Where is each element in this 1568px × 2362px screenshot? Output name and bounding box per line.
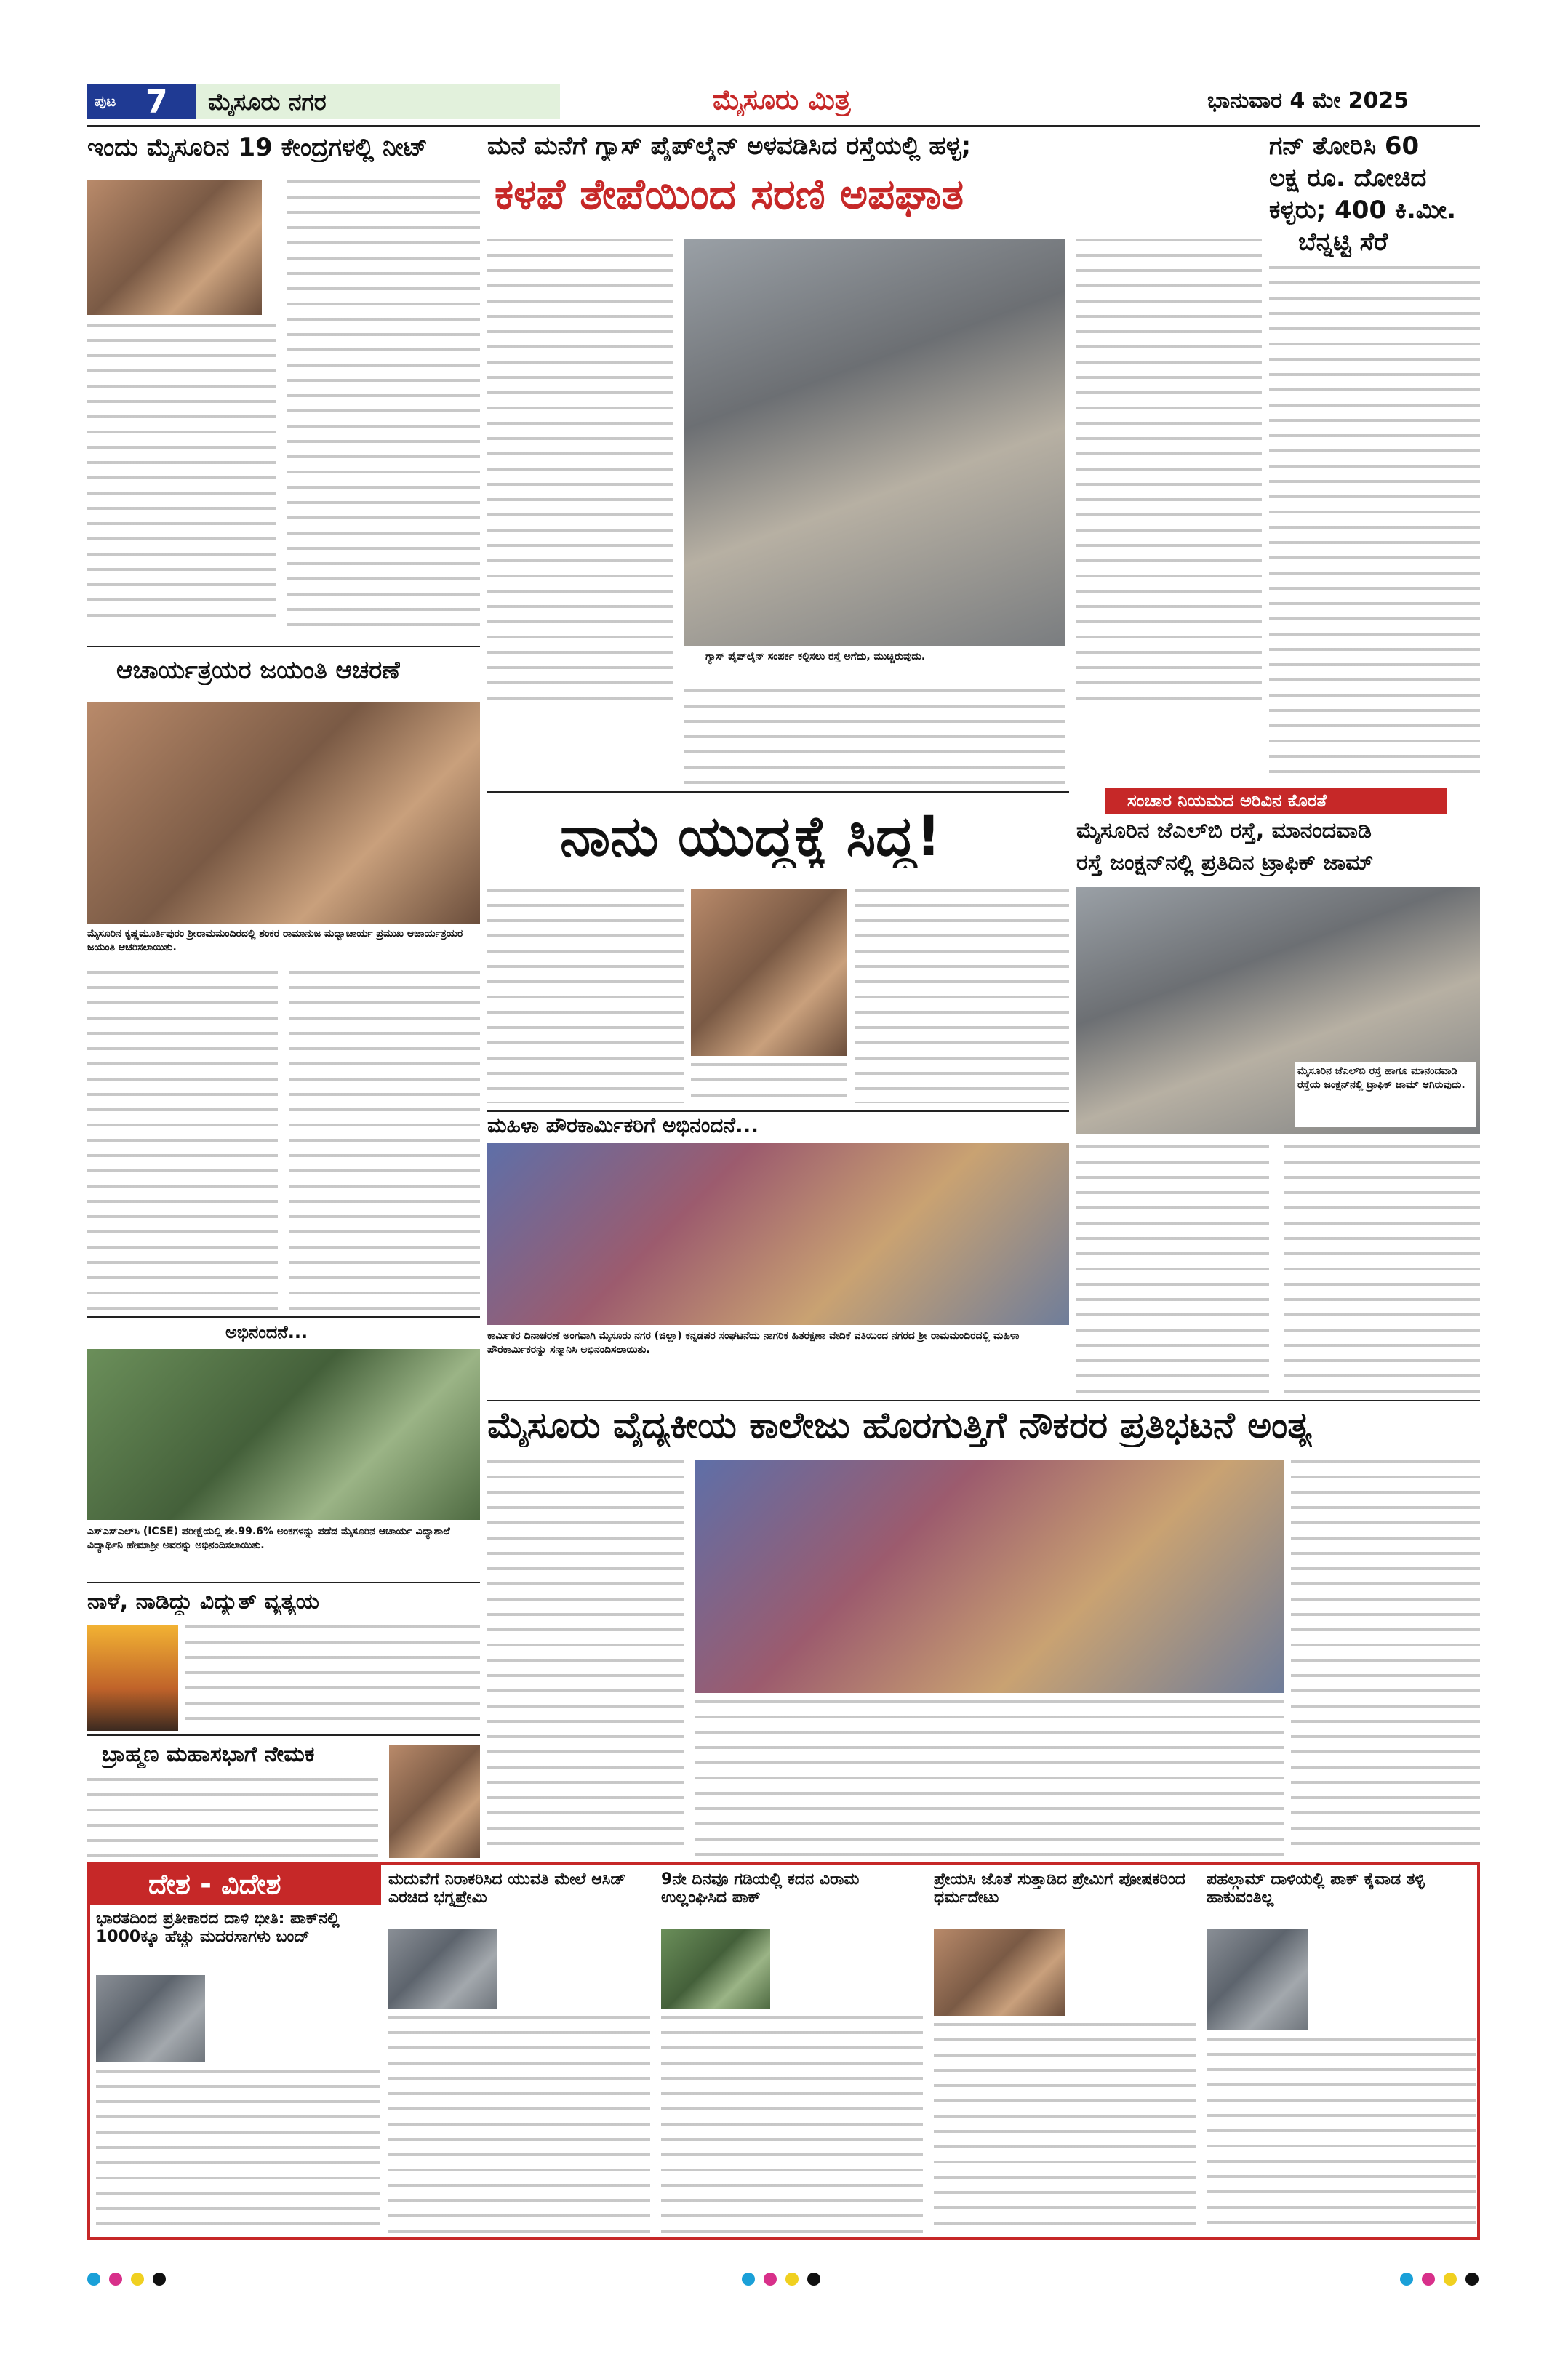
war-body-right (855, 889, 1069, 1103)
medical-body-col4 (1291, 1460, 1480, 1857)
traffic-article (1076, 785, 1480, 1396)
divider (87, 646, 480, 647)
gas-pothole-photo (684, 239, 1065, 646)
medical-headline: ಮೈಸೂರು ವೈದ್ಯಕೀಯ ಕಾಲೇಜು ಹೊರಗುತ್ತಿಗೆ ನೌಕರರ ಪ್ರತಿಭಟನೆ ಅಂತ್ಯ (487, 1405, 1312, 1446)
brand-logo: ಮೈಸೂರು ಮಿತ್ರ (713, 84, 851, 116)
section-box (196, 84, 560, 119)
abhinandane-article (87, 1320, 480, 1578)
black-dot (153, 2273, 166, 2286)
brahmana-body (87, 1778, 378, 1862)
traffic-body-right (1284, 1145, 1480, 1396)
divider (487, 791, 1069, 793)
divider (87, 1582, 480, 1583)
gas-kicker: ಮನೆ ಮನೆಗೆ ಗ್ಯಾಸ್ ಪೈಪ್‌ಲೈನ್ ಅಳವಡಿಸಿದ ರಸ್ತೆಯಲ್ಲಿ ಹಳ್ಳ; (487, 132, 972, 161)
story5-photo (1207, 1929, 1308, 2030)
black-dot (1465, 2273, 1479, 2286)
national-story-2 (388, 1870, 650, 2238)
story2-body (388, 2016, 650, 2234)
power-headline: ನಾಳೆ, ನಾಡಿದ್ದು ವಿದ್ಯುತ್ ವ್ಯತ್ಯಯ (87, 1590, 319, 1614)
cyan-dot (742, 2273, 755, 2286)
war-headline: ನಾನು ಯುದ್ಧಕ್ಕೆ ಸಿದ್ಧ! (560, 804, 941, 868)
magenta-dot (109, 2273, 122, 2286)
power-body (185, 1625, 480, 1731)
magenta-dot (1422, 2273, 1435, 2286)
yellow-dot (1444, 2273, 1457, 2286)
story1-photo (96, 1975, 205, 2062)
yellow-dot (785, 2273, 799, 2286)
brahmana-photo (389, 1745, 480, 1858)
traffic-body-left (1076, 1145, 1269, 1396)
war-article (487, 794, 1069, 1107)
cyan-dot (87, 2273, 100, 2286)
robbery-headline-3: ಕಳ್ಳರು; 400 ಕಿ.ಮೀ. (1269, 196, 1456, 225)
war-politician-photo (691, 889, 847, 1056)
workers-article (487, 1113, 1069, 1396)
brahmana-article (87, 1738, 480, 1862)
power-article (87, 1585, 480, 1731)
story3-body (661, 2016, 923, 2234)
acharya-headline: ಆಚಾರ್ಯತ್ರಯರ ಜಯಂತಿ ಆಚರಣೆ (116, 657, 400, 685)
power-tower-photo (87, 1625, 178, 1731)
workers-photo (487, 1143, 1069, 1325)
gas-body-lower (684, 689, 1065, 795)
workers-caption: ಕಾರ್ಮಿಕರ ದಿನಾಚರಣೆ ಅಂಗವಾಗಿ ಮೈಸೂರು ನಗರ (ಜಿಲ್ಲಾ) ಕನ್ನಡಪರ ಸಂಘಟನೆಯ ನಾಗರಿಕ ಹಿತರಕ್ಷಣಾ ವೇದಿಕೆ ವತಿಯಿಂದ ನಗರದ ಶ್ರೀ ರಾಮಮಂದಿರದಲ್ಲಿ ಮಹಿಳಾ ಪೌರಕಾರ್ಮಿಕರನ್ನು ಸನ್ಮಾನಿಸಿ ಅಭಿನಂದಿಸಲಾಯಿತು. (487, 1330, 1020, 1356)
traffic-caption: ಮೈಸೂರಿನ ಜೆಎಲ್‌ಬಿ ರಸ್ತೆ ಹಾಗೂ ಮಾನಂದವಾಡಿ ರಸ್ತೆಯ ಜಂಕ್ಷನ್‌ನಲ್ಲಿ ಟ್ರಾಫಿಕ್ ಜಾಮ್ ಆಗಿರುವುದು. (1295, 1062, 1476, 1127)
abhinandane-photo (87, 1349, 480, 1520)
traffic-kicker-band (1105, 788, 1447, 814)
issue-date: ಭಾನುವಾರ 4 ಮೇ 2025 (1207, 89, 1409, 113)
national-band (87, 1862, 1480, 2240)
divider (87, 1316, 480, 1318)
story4-photo (934, 1929, 1065, 2016)
gas-body-col1 (487, 239, 673, 704)
abhinandane-caption: ಎಸ್‌ಎಸ್‌ಎಲ್‌ಸಿ (ICSE) ಪರೀಕ್ಷೆಯಲ್ಲಿ ಶೇ.99.6% ಅಂಕಗಳನ್ನು ಪಡೆದ ಮೈಸೂರಿನ ಆಚಾರ್ಯ ವಿದ್ಯಾಶಾಲೆ ವಿದ್ಯಾರ್ಥಿನಿ ಹೇಮಾಶ್ರೀ ಅವರನ್ನು ಅಭಿನಂದಿಸಲಾಯಿತು. (87, 1526, 450, 1551)
page-number: 7 (145, 84, 168, 121)
story5-headline: ಪಹಲ್ಗಾಮ್ ದಾಳಿಯಲ್ಲಿ ಪಾಕ್ ಕೈವಾಡ ತಳ್ಳಿ ಹಾಕುವಂತಿಲ್ಲ (1207, 1870, 1425, 1907)
brahmana-headline: ಬ್ರಾಹ್ಮಣ ಮಹಾಸಭಾಗೆ ನೇಮಕ (102, 1742, 315, 1767)
national-story-1 (96, 1910, 380, 2237)
war-body-under-photo (691, 1063, 847, 1103)
yellow-dot (131, 2273, 144, 2286)
medical-article (487, 1402, 1480, 1857)
gas-caption: ಗ್ಯಾಸ್ ಪೈಪ್‌ಲೈನ್ ಸಂಪರ್ಕ ಕಲ್ಪಿಸಲು ರಸ್ತೆ ಅಗೆದು, ಮುಚ್ಚಿರುವುದು. (705, 651, 926, 662)
medical-body-col1 (487, 1460, 684, 1857)
story1-headline: ಭಾರತದಿಂದ ಪ್ರತೀಕಾರದ ದಾಳಿ ಭೀತಿ: ಪಾಕ್‌ನಲ್ಲಿ 1000ಕ್ಕೂ ಹೆಚ್ಚು ಮದರಸಾಗಳು ಬಂದ್ (96, 1910, 340, 1947)
robbery-headline-2: ಲಕ್ಷ ರೂ. ದೋಚಿದ (1269, 164, 1427, 193)
acharya-photo (87, 702, 480, 924)
story5-body (1207, 2038, 1476, 2234)
robbery-headline-4: ಬೆನ್ನಟ್ಟಿ ಸೆರೆ (1298, 228, 1388, 257)
story4-body (934, 2023, 1196, 2234)
story4-headline: ಪ್ರೇಯಸಿ ಜೊತೆ ಸುತ್ತಾಡಿದ ಪ್ರೇಮಿಗೆ ಪೋಷಕರಿಂದ ಧರ್ಮದೇಟು (934, 1870, 1185, 1907)
medical-body-lower (695, 1700, 1284, 1857)
neet-article (87, 131, 480, 640)
neet-photo (87, 180, 262, 315)
acharya-body-left (87, 971, 278, 1313)
page-number-box (87, 84, 196, 119)
medical-protest-photo (695, 1460, 1284, 1693)
divider (487, 1400, 1480, 1401)
story3-photo (661, 1929, 770, 2009)
war-body-left (487, 889, 684, 1103)
black-dot (807, 2273, 820, 2286)
magenta-dot (764, 2273, 777, 2286)
traffic-headline-2: ರಸ್ತೆ ಜಂಕ್ಷನ್‌ನಲ್ಲಿ ಪ್ರತಿದಿನ ಟ್ರಾಫಿಕ್ ಜಾಮ್ (1076, 851, 1374, 876)
national-story-3 (661, 1870, 923, 2238)
robbery-article (1269, 129, 1480, 780)
story3-headline: 9ನೇ ದಿನವೂ ಗಡಿಯಲ್ಲಿ ಕದನ ವಿರಾಮ ಉಲ್ಲಂಘಿಸಿದ ಪಾಕ್ (661, 1870, 860, 1907)
traffic-headline-1: ಮೈಸೂರಿನ ಜೆಎಲ್‌ಬಿ ರಸ್ತೆ, ಮಾನಂದವಾಡಿ (1076, 819, 1372, 844)
gas-headline: ಕಳಪೆ ತೇಪೆಯಿಂದ ಸರಣಿ ಅಪಘಾತ (495, 170, 964, 219)
cyan-dot (1400, 2273, 1413, 2286)
acharya-article (87, 651, 480, 1313)
abhinandane-headline: ಅಭಿನಂದನೆ... (225, 1323, 308, 1342)
section-title: ಮೈಸೂರು ನಗರ (208, 89, 327, 116)
divider (487, 1110, 1069, 1112)
national-title: ದೇಶ - ವಿದೇಶ (148, 1869, 281, 1900)
story2-headline: ಮದುವೆಗೆ ನಿರಾಕರಿಸಿದ ಯುವತಿ ಮೇಲೆ ಆಸಿಡ್ ಎರಚಿದ ಭಗ್ನಪ್ರೇಮಿ (388, 1870, 626, 1907)
story1-body (96, 2070, 380, 2233)
workers-headline: ಮಹಿಳಾ ಪೌರಕಾರ್ಮಿಕರಿಗೆ ಅಭಿನಂದನೆ... (487, 1114, 759, 1137)
acharya-caption: ಮೈಸೂರಿನ ಕೃಷ್ಣಮೂರ್ತಿಪುರಂ ಶ್ರೀರಾಮಮಂದಿರದಲ್ಲಿ ಶಂಕರ ರಾಮಾನುಜ ಮಧ್ವಾಚಾರ್ಯ ಪ್ರಮುಖ ಆಚಾರ್ಯತ್ರಯರ ಜಯಂತಿ ಆಚರಿಸಲಾಯಿತು. (87, 928, 463, 953)
traffic-kicker: ಸಂಚಾರ ನಿಯಮದ ಅರಿವಿನ ಕೊರತೆ (1127, 791, 1327, 811)
page-label: ಪುಟ (95, 93, 116, 110)
divider (87, 1734, 480, 1736)
neet-headline: ಇಂದು ಮೈಸೂರಿನ 19 ಕೇಂದ್ರಗಳಲ್ಲಿ ನೀಟ್ (87, 134, 428, 162)
national-story-5 (1207, 1870, 1476, 2238)
masthead-rule (87, 125, 1480, 127)
neet-body-intro (87, 324, 276, 629)
story2-photo (388, 1929, 497, 2009)
robbery-body (1269, 266, 1480, 775)
acharya-body-right (289, 971, 480, 1313)
gas-body-col2 (1076, 239, 1262, 704)
national-title-box (90, 1865, 381, 1905)
robbery-headline-1: ಗನ್ ತೋರಿಸಿ 60 (1269, 132, 1420, 161)
masthead (87, 80, 1480, 124)
national-story-4 (934, 1870, 1196, 2238)
neet-body (287, 180, 480, 629)
